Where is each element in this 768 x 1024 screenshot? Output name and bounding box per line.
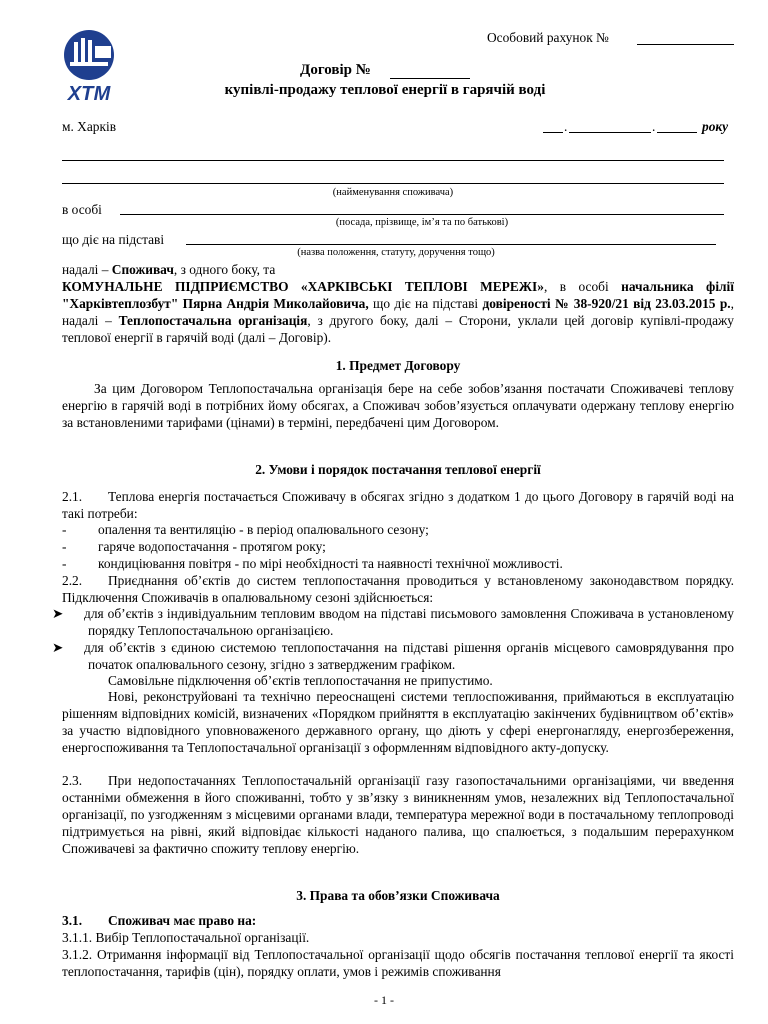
account-label: Особовий рахунок №: [487, 30, 609, 45]
contract-title-line1: Договір №: [300, 62, 371, 78]
list-item: - кондиціювання повітря - по мірі необхідності та наявності технічної можливості.: [62, 556, 563, 571]
date-year-field[interactable]: [657, 132, 697, 133]
consumer-name-line-2[interactable]: [62, 183, 724, 184]
logo-emblem-icon: [60, 28, 118, 108]
person-field[interactable]: [120, 214, 724, 215]
contract-number-field[interactable]: [390, 78, 470, 79]
date-dot-1: .: [564, 119, 568, 134]
basis-field[interactable]: [186, 244, 716, 245]
clause-3-1: 3.1. Споживач має право на:: [62, 913, 257, 928]
basis-caption: (назва положення, статуту, доручення тощо): [297, 247, 495, 258]
date-suffix: року: [702, 119, 729, 134]
section1-text: За цим Договором Теплопостачальна організація бере на себе зобов’язання постачати Споживачеві теплову енергію в гарячій воді в потрібних йому обсягах, а Споживач зобов’язується оплачувати одержану теплову енергію за встановленими тарифами (цінами) в терміні, передбачені цим Договором.: [62, 381, 734, 430]
section1-title: 1. Предмет Договору: [335, 358, 461, 373]
intro-paragraph: КОМУНАЛЬНЕ ПІДПРИЄМСТВО «ХАРКІВСЬКІ ТЕПЛОВІ МЕРЕЖІ», в особі начальника філії "Харківтеплозбут" Пярна Андрія Миколайовича, що діє на підставі довіреності № 38-920/21 від 23.03.2015 р., надалі – Теплопостачальна організація, з другого боку, далі – Сторони, уклали цей договір купівлі-продажу теплової енергії в гарячій воді (далі – Договір).: [62, 279, 735, 345]
in-person-label: в особі: [62, 202, 102, 217]
page-number: - 1 -: [374, 993, 394, 1007]
list-item: - гаряче водопостачання - протягом року;: [62, 539, 326, 554]
arrow-list-item-1: ➤ для об’єктів з індивідуальним тепловим вводом на підставі письмового замовлення Споживача в установленому порядку Теплопостачальною організацією.: [52, 606, 734, 638]
arrow-bullet-icon: ➤: [52, 640, 64, 655]
arrow-list-item-2: ➤ для об’єктів з єдиною системою теплопостачання на підставі рішення органів місцевого самоврядування про початок опалювального сезону, згідно з затвердженим графіком.: [52, 640, 734, 672]
account-number-field[interactable]: [637, 44, 734, 45]
clause-2-2-b: Самовільне підключення об’єктів теплопостачання не припустимо.: [108, 673, 493, 688]
intro-consumer-line: надалі – Споживач, з одного боку, та: [62, 262, 276, 277]
arrow-bullet-icon: ➤: [52, 606, 64, 621]
city: м. Харків: [62, 119, 117, 134]
acting-basis-label: що діє на підставі: [62, 232, 165, 247]
clause-2-2: 2.2. Приєднання об’єктів до систем теплопостачання проводиться у встановленому законодавством порядку. Підключення Споживачів в опалювальному сезоні здійснюється:: [62, 573, 734, 605]
date-day-field[interactable]: [543, 132, 563, 133]
list-item: - опалення та вентиляцію - в період опалювального сезону;: [62, 522, 429, 537]
clause-3-1-2: 3.1.2. Отримання інформації від Теплопостачальної організації щодо обсягів постачання теплової енергії та якості теплопостачання, тарифів (цін), порядку оплати, умов і режимів споживання: [62, 947, 734, 979]
date-dot-2: .: [652, 119, 656, 134]
contract-title-line2: купівлі-продажу теплової енергії в гарячій воді: [224, 82, 546, 98]
section3-title: 3. Права та обов’язки Споживача: [296, 888, 500, 903]
clause-2-1: 2.1. Теплова енергія постачається Споживачу в обсягах згідно з додатком 1 до цього Договору в гарячій воді на такі потреби:: [62, 489, 734, 521]
date-month-field[interactable]: [569, 132, 651, 133]
company-logo: [60, 28, 118, 108]
dash-list: [62, 521, 734, 572]
section2-title: 2. Умови і порядок постачання теплової енергії: [255, 462, 541, 477]
consumer-name-line-1[interactable]: [62, 160, 724, 161]
clause-3-1-1: 3.1.1. Вибір Теплопостачальної організації.: [62, 930, 310, 945]
clause-2-3: 2.3. При недопостачаннях Теплопостачальній організації газу газопостачальними організаціями, чи введення останніми обмеження в його споживанні, тобто у зв’язку з виникненням умов, незалежних від Теплопостачальної організації, по узгодженням з місцевими органами влади, температура мережної води в постачальному теплопроводі підтримується на рівні, який відповідає кількості наданого палива, що спалюється, з подальшим перерахунком Споживачеві за фактично спожиту теплову енергію.: [62, 773, 734, 856]
clause-2-2-c: Нові, реконструйовані та технічно переоснащені системи теплоспоживання, приймаються в експлуатацію рішенням відповідних комісій, визначених «Порядком прийняття в експлуатацію закінчених будівництвом об’єктів» за участю відповідного уповноваженого державного органу, що діють у сфері енергонагляду, енергозбереження, енергоспоживання та Теплопостачальної організації з оформленням відповідного акту-допуску.: [62, 689, 734, 755]
consumer-name-caption: (найменування споживача): [332, 187, 454, 198]
person-caption: (посада, прізвище, ім’я та по батькові): [335, 217, 509, 228]
logo-text: ХТМ: [67, 83, 111, 105]
